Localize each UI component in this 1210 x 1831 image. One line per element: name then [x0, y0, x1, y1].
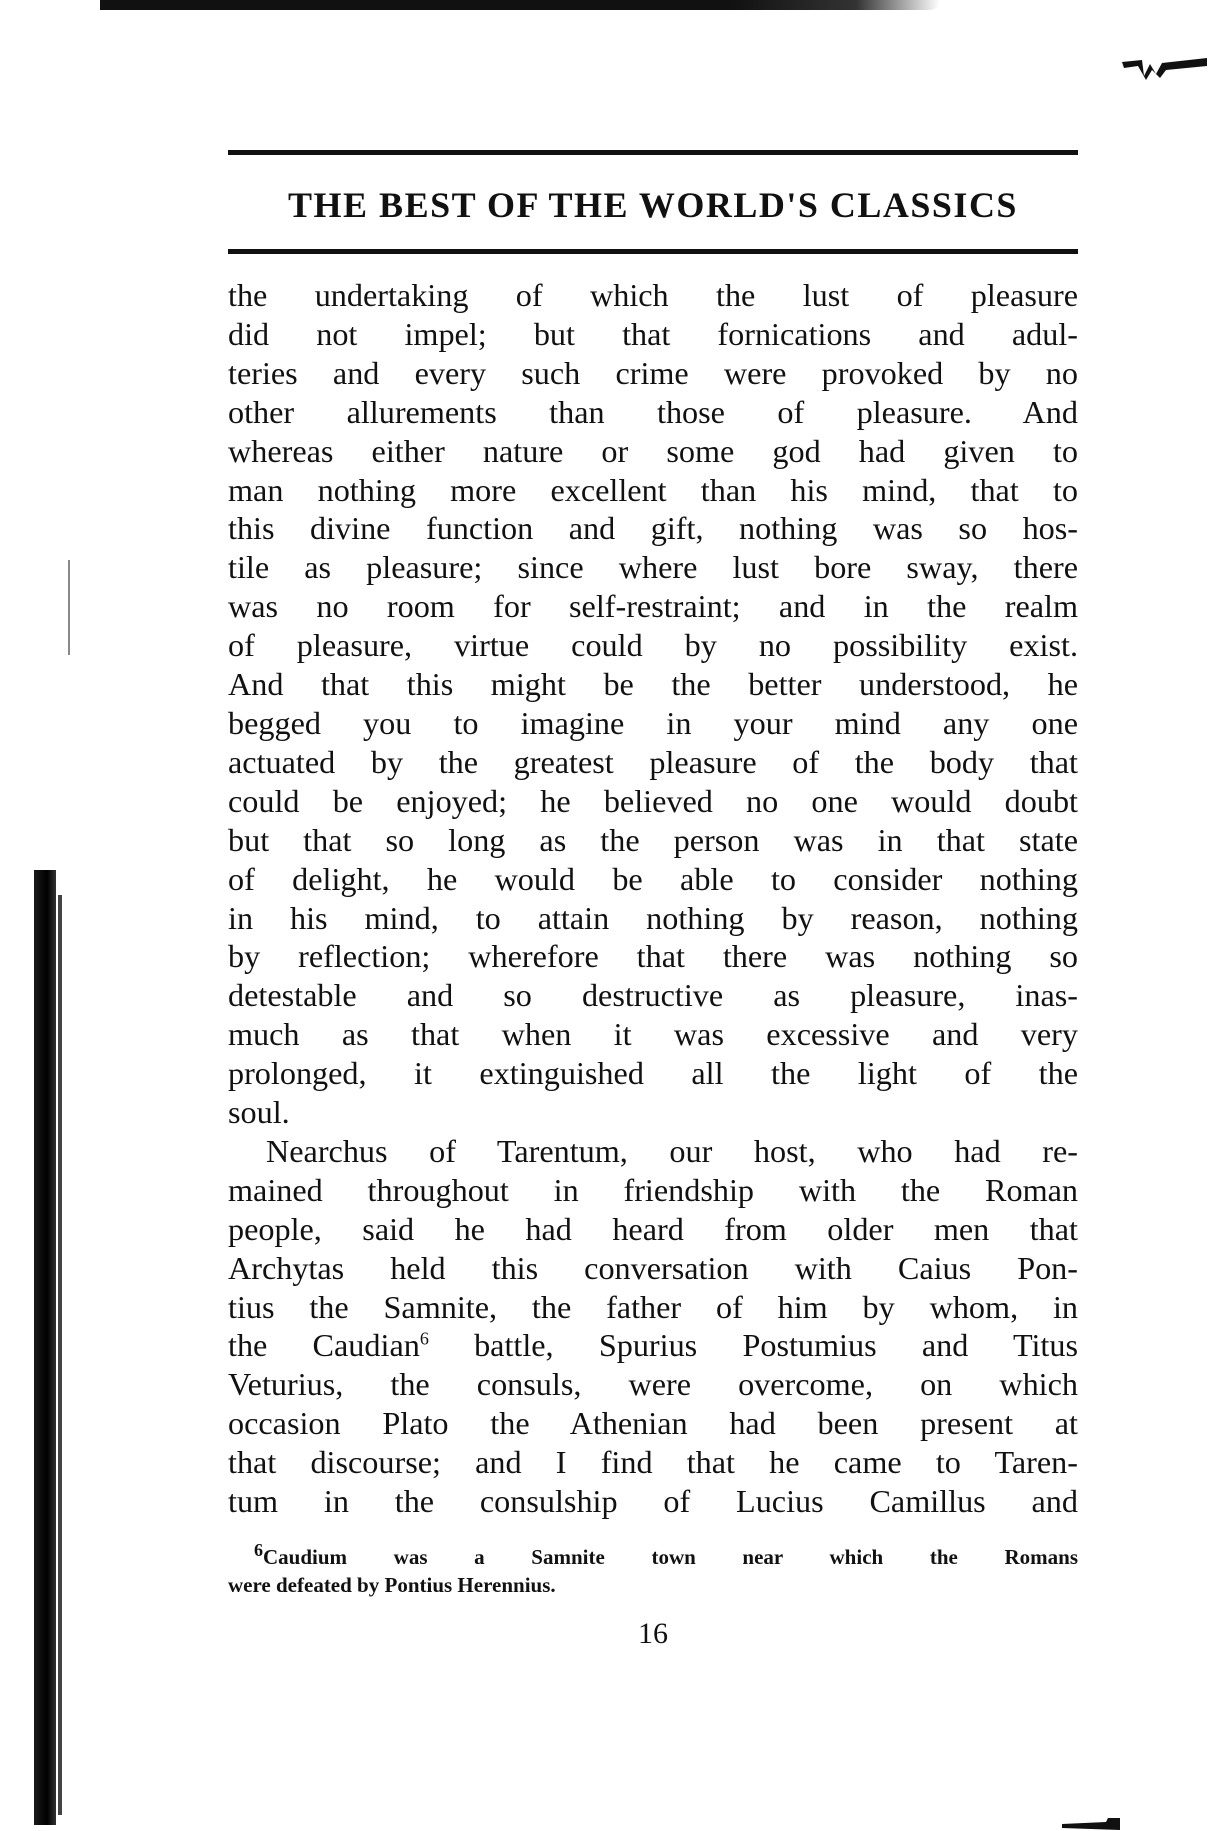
- page-number: 16: [638, 1617, 668, 1650]
- text-line: prolonged, it extinguished all the light of the: [228, 1055, 1078, 1092]
- text-line-with-footnote: [228, 1326, 1078, 1365]
- text-line: detestable and so destructive as pleasure, inas-: [228, 977, 1078, 1014]
- text-segment: the Caudian: [228, 1327, 420, 1364]
- footnote-line: were defeated by Pontius Herennius.: [228, 1573, 556, 1597]
- text-segment: battle, Spurius Postumius and Titus: [428, 1327, 1078, 1364]
- text-line: was no room for self-restraint; and in the realm: [228, 588, 1078, 625]
- text-line: tius the Samnite, the father of him by whom, in: [228, 1288, 1078, 1325]
- text-line: the undertaking of which the lust of pleasure: [228, 277, 1078, 313]
- text-line: that discourse; and I find that he came to Taren-: [228, 1444, 1078, 1481]
- text-line: could be enjoyed; he believed no one would doubt: [228, 782, 1078, 819]
- footnote-reference: 6: [419, 1328, 429, 1349]
- body-text: [228, 276, 1078, 1521]
- footnote-text: Caudium was a Samnite town near which the Romans: [263, 1545, 1078, 1569]
- footnote: [228, 1540, 1078, 1599]
- text-line: soul.: [228, 1094, 290, 1131]
- text-line: man nothing more excellent than his mind, that to: [228, 471, 1078, 508]
- scan-corner-mark: [1122, 58, 1207, 80]
- scan-bottom-mark: [1062, 1818, 1120, 1830]
- header-rule-bottom: [228, 249, 1078, 254]
- text-line: of delight, he would be able to consider nothing: [228, 860, 1078, 897]
- text-line: begged you to imagine in your mind any one: [228, 704, 1078, 741]
- text-line: Archytas held this conversation with Caius Pon-: [228, 1249, 1078, 1286]
- text-line: did not impel; but that fornications and adul-: [228, 315, 1078, 352]
- text-line: actuated by the greatest pleasure of the body that: [228, 743, 1078, 780]
- text-line: teries and every such crime were provoked by no: [228, 354, 1078, 391]
- header-rule-top: [228, 150, 1078, 155]
- text-line: tile as pleasure; since where lust bore sway, there: [228, 549, 1078, 586]
- footnote-marker: 6: [254, 1540, 263, 1560]
- text-line: but that so long as the person was in that state: [228, 821, 1078, 858]
- footnote-line: [228, 1540, 1078, 1571]
- scan-margin-line: [68, 560, 70, 655]
- text-line: Veturius, the consuls, were overcome, on which: [228, 1366, 1078, 1403]
- binding-shadow: [34, 870, 56, 1825]
- text-line: in his mind, to attain nothing by reason, nothing: [228, 899, 1078, 936]
- text-line: this divine function and gift, nothing was so hos-: [228, 510, 1078, 547]
- text-line: mained throughout in friendship with the Roman: [228, 1171, 1078, 1208]
- text-line: other allurements than those of pleasure. And: [228, 393, 1078, 430]
- text-line: And that this might be the better understood, he: [228, 666, 1078, 703]
- text-line: tum in the consulship of Lucius Camillus and: [228, 1483, 1078, 1520]
- binding-edge: [58, 895, 62, 1815]
- text-line: of pleasure, virtue could by no possibility exist.: [228, 627, 1078, 664]
- running-head: THE BEST OF THE WORLD'S CLASSICS: [288, 185, 1018, 225]
- text-line: people, said he had heard from older men that: [228, 1210, 1078, 1247]
- text-line: by reflection; wherefore that there was nothing so: [228, 938, 1078, 975]
- scan-top-edge: [100, 0, 940, 10]
- text-line: Nearchus of Tarentum, our host, who had re-: [266, 1132, 1078, 1169]
- text-line: much as that when it was excessive and very: [228, 1016, 1078, 1053]
- book-page: [228, 150, 1078, 1649]
- text-line: occasion Plato the Athenian had been present at: [228, 1405, 1078, 1442]
- text-line: whereas either nature or some god had given to: [228, 432, 1078, 469]
